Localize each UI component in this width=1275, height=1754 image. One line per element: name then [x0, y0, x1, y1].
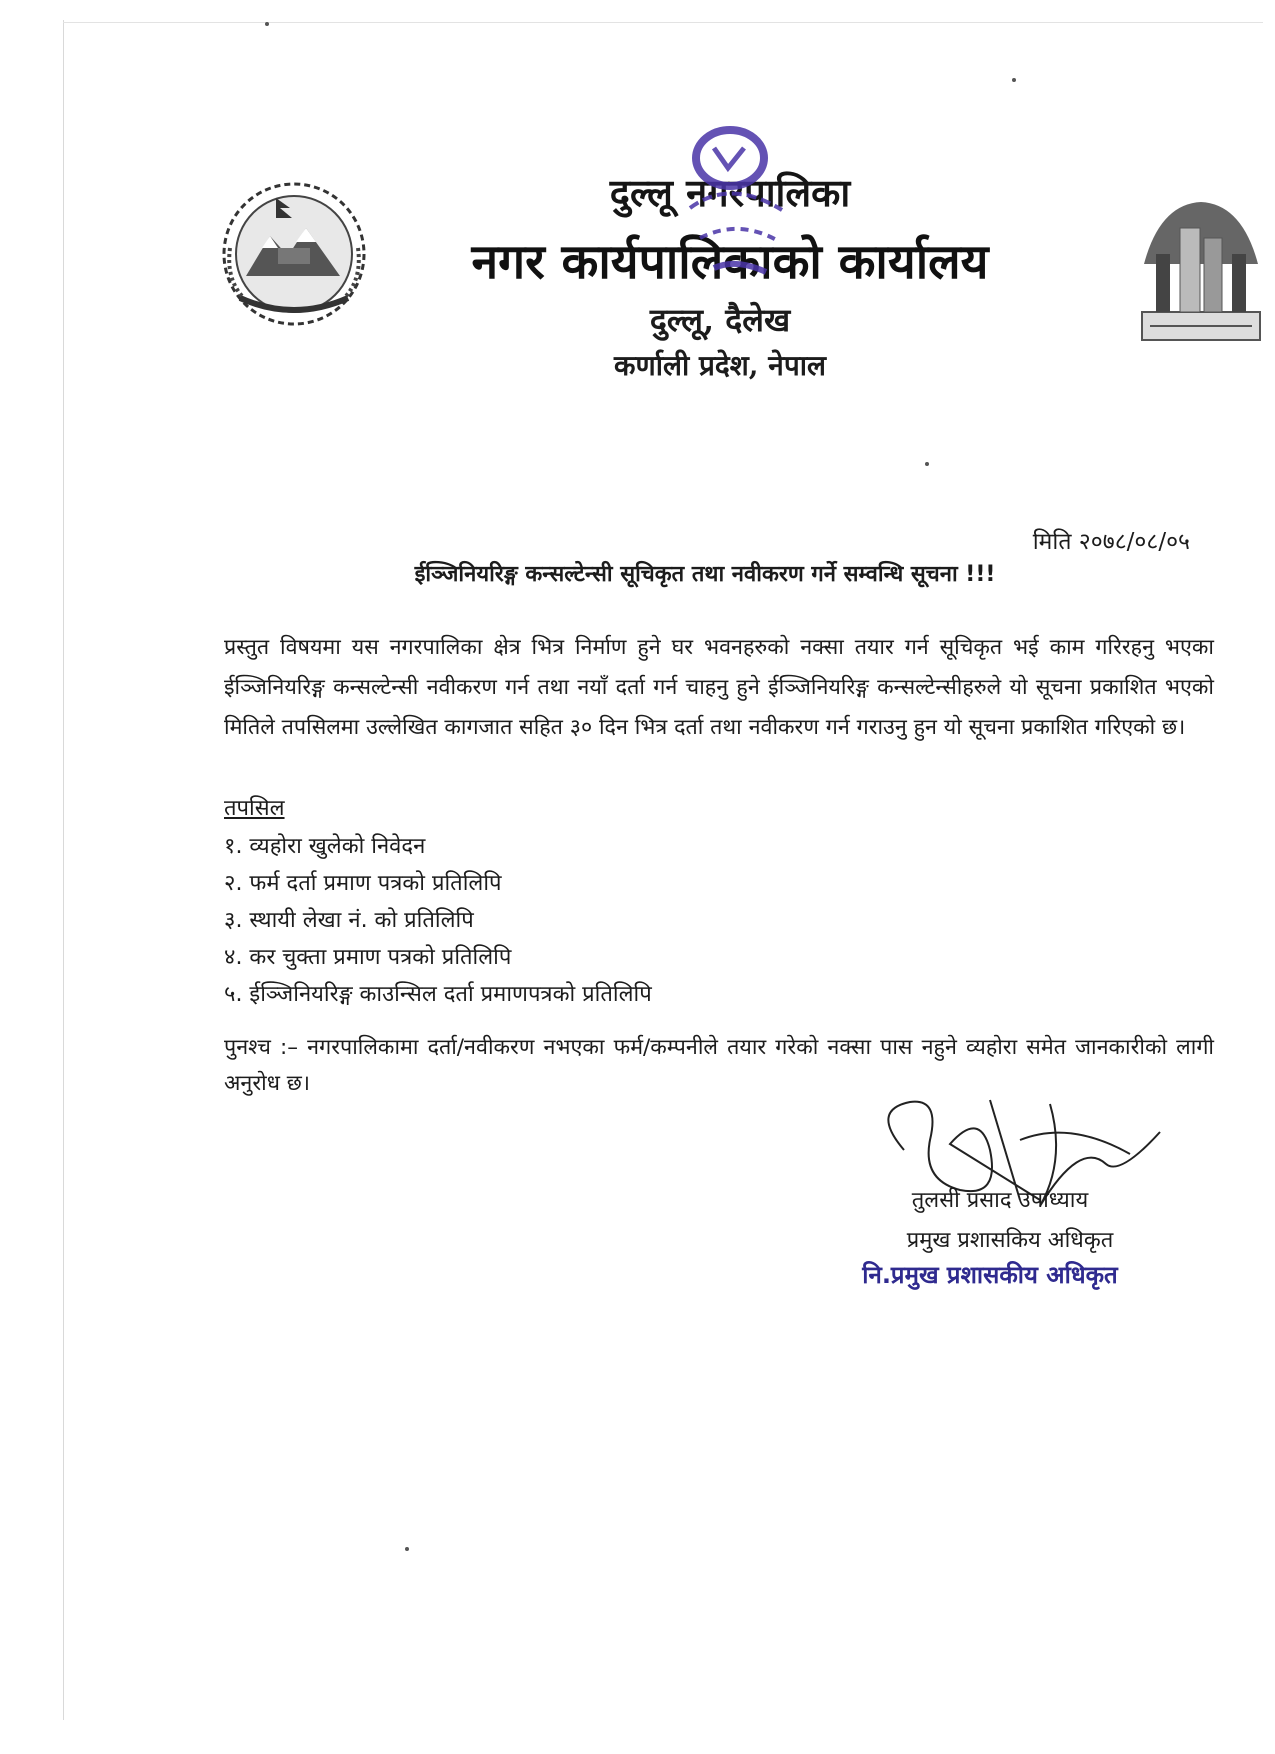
schedule-heading: तपसिल — [224, 796, 285, 821]
scan-speck — [925, 462, 929, 466]
office-name: नगर कार्यपालिकाको कार्यालय — [471, 234, 989, 290]
government-emblem-icon — [218, 178, 370, 328]
schedule-item: २. फर्म दर्ता प्रमाण पत्रको प्रतिलिपि — [224, 871, 502, 896]
scan-speck — [1012, 78, 1016, 82]
monument-logo-icon — [1140, 194, 1262, 344]
postscript-note: पुनश्च :– नगरपालिकामा दर्ता/नवीकरण नभएका फर्म/कम्पनीले तयार गरेको नक्सा पास नहुने व्यहोरा समेत जानकारीको लागी अनुरोध छ। — [224, 1035, 1214, 1096]
signer-designation-stamp: नि.प्रमुख प्रशासकीय अधिकृत — [862, 1261, 1118, 1289]
schedule-item: ४. कर चुक्ता प्रमाण पत्रको प्रतिलिपि — [224, 945, 512, 970]
schedule-item: ५. ईञ्जिनियरिङ्ग काउन्सिल दर्ता प्रमाणपत्रको प्रतिलिपि — [224, 982, 652, 1007]
letter-date: मिति २०७८/०८/०५ — [1032, 529, 1190, 555]
schedule-item: ३. स्थायी लेखा नं. को प्रतिलिपि — [224, 908, 474, 933]
schedule-item: १. व्यहोरा खुलेको निवेदन — [224, 834, 426, 859]
signer-name: तुलसी प्रसाद उपाध्याय — [911, 1188, 1089, 1213]
schedule-list — [224, 828, 652, 1013]
signer-title: प्रमुख प्रशासकिय अधिकृत — [906, 1228, 1114, 1253]
municipality-name: दुल्लू नगरपालिका — [609, 170, 851, 215]
page-margin-line — [63, 20, 64, 1720]
notice-subject: ईञ्जिनियरिङ्ग कन्सल्टेन्सी सूचिकृत तथा नवीकरण गर्ने सम्वन्धि सूचना !!! — [414, 562, 996, 587]
office-seal-stamp-icon — [670, 118, 802, 288]
scan-speck — [265, 22, 269, 26]
scan-speck — [405, 1547, 409, 1551]
notice-body: प्रस्तुत विषयमा यस नगरपालिका क्षेत्र भित्र निर्माण हुने घर भवनहरुको नक्सा तयार गर्न सूचिकृत भई काम गरिरहनु भएका ईञ्जिनियरिङ्ग कन्सल्टेन्सी नवीकरण गर्न तथा नयाँ दर्ता गर्न चाहनु हुने ईञ्जिनियरिङ्ग कन्सल्टेन्सीहरुले यो सूचना प्रकाशित भएको मितिले तपसिलमा उल्लेखित कागजात सहित ३० दिन भित्र दर्ता तथा नवीकरण गर्न गराउनु हुन यो सूचना प्रकाशित गरिएको छ। — [224, 635, 1214, 740]
office-address: दुल्लू, दैलेख — [649, 301, 791, 339]
page-top-edge — [63, 22, 1263, 23]
office-province: कर्णाली प्रदेश, नेपाल — [613, 349, 826, 382]
